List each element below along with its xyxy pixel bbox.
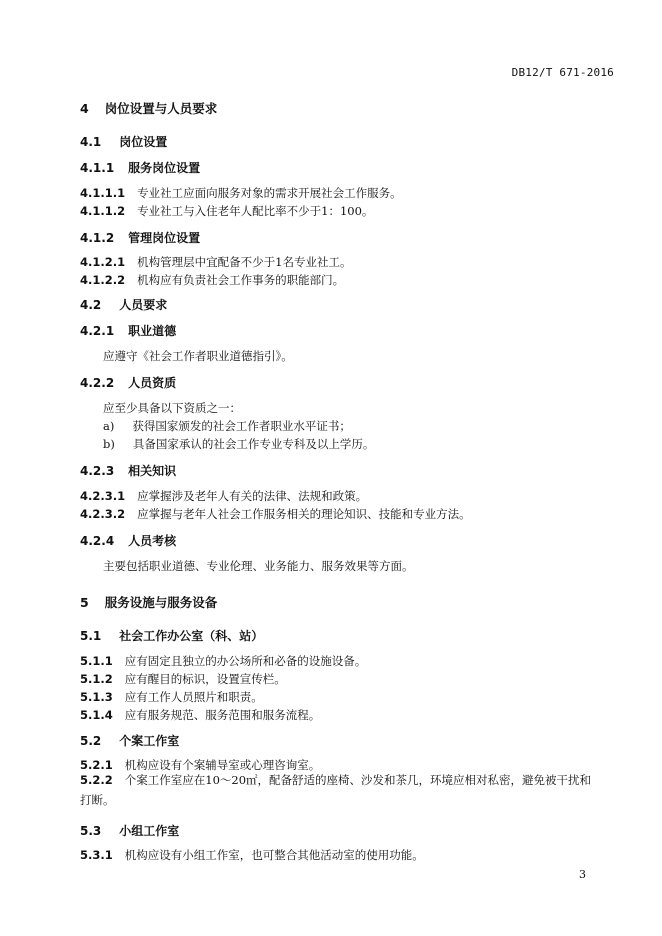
- clause-5-1-3: [80, 689, 263, 705]
- clause-5-1-4: [80, 707, 320, 723]
- section-heading-5-1: [80, 627, 263, 644]
- section-title: 人员资质: [128, 376, 177, 390]
- clause-text: 应有醒目的标识，设置宣传栏。: [124, 672, 286, 686]
- clause-5-2-2: [80, 770, 598, 810]
- clause-text: 应有服务规范、服务范围和服务流程。: [124, 708, 321, 722]
- section-heading-4-2-4: [80, 532, 176, 549]
- clause-number: 4.2.3.2: [80, 507, 126, 521]
- section-title: 人员考核: [128, 534, 177, 548]
- clause-number: 5.3.1: [80, 848, 113, 862]
- section-number: 4.2.4: [80, 534, 115, 548]
- section-heading-4: [80, 99, 217, 117]
- section-heading-4-2: [80, 296, 167, 313]
- list-text: 具备国家承认的社会工作专业专科及以上学历。: [132, 437, 375, 451]
- section-heading-5: [80, 593, 217, 611]
- clause-text: 个案工作室应在10～20㎡，配备舒适的座椅、沙发和茶几，环境应相对私密，避免被干扰和打断。: [80, 773, 592, 807]
- clause-number: 5.2.1: [80, 758, 113, 772]
- clause-5-1-2: [80, 671, 286, 687]
- clause-5-3-1: [80, 847, 424, 863]
- clause-number: 5.1.4: [80, 708, 113, 722]
- list-item-a: [103, 418, 351, 434]
- section-title: 相关知识: [128, 464, 177, 478]
- section-number: 5: [80, 595, 89, 610]
- clause-4-1-2-2: [80, 272, 344, 288]
- clause-text: 机构应设有个案辅导室或心理咨询室。: [124, 758, 321, 772]
- clause-number: 4.1.2.2: [80, 273, 126, 287]
- section-title: 小组工作室: [119, 824, 180, 838]
- paragraph-4-2-1: 应遵守《社会工作者职业道德指引》。: [103, 349, 293, 363]
- section-title: 职业道德: [128, 324, 177, 338]
- clause-text: 应掌握与老年人社会工作服务相关的理论知识、技能和专业方法。: [137, 507, 471, 521]
- section-title: 岗位设置与人员要求: [104, 101, 218, 116]
- list-item-b: [103, 436, 374, 452]
- section-heading-4-1-1: [80, 159, 200, 176]
- clause-text: 应有固定且独立的办公场所和必备的设施设备。: [124, 654, 367, 668]
- clause-text: 应有工作人员照片和职责。: [124, 690, 263, 704]
- section-heading-4-1: [80, 133, 167, 150]
- section-number: 4.1.2: [80, 231, 115, 245]
- section-title: 服务岗位设置: [128, 161, 201, 175]
- document-number: DB12/T 671-2016: [511, 66, 614, 79]
- clause-number: 5.2.2: [80, 773, 113, 787]
- section-heading-4-2-2: [80, 374, 176, 391]
- section-number: 4.2: [80, 298, 102, 312]
- clause-number: 5.1.2: [80, 672, 113, 686]
- clause-4-2-3-1: [80, 488, 367, 504]
- clause-number: 5.1.1: [80, 654, 113, 668]
- clause-text: 专业社工与入住老年人配比率不少于1：100。: [137, 204, 374, 218]
- section-heading-4-2-3: [80, 462, 176, 479]
- section-title: 服务设施与服务设备: [104, 595, 218, 610]
- clause-number: 4.1.1.1: [80, 186, 126, 200]
- clause-5-1-1: [80, 653, 366, 669]
- section-heading-4-2-1: [80, 322, 176, 339]
- section-number: 5.1: [80, 629, 102, 643]
- list-marker: b): [103, 437, 115, 451]
- section-title: 人员要求: [119, 298, 168, 312]
- clause-number: 4.1.2.1: [80, 255, 126, 269]
- section-number: 5.2: [80, 734, 102, 748]
- section-title: 个案工作室: [119, 734, 180, 748]
- section-number: 4.2.3: [80, 464, 115, 478]
- list-marker: a): [103, 419, 115, 433]
- section-number: 5.3: [80, 824, 102, 838]
- clause-4-1-1-2: [80, 203, 373, 219]
- clause-text: 机构管理层中宜配备不少于1名专业社工。: [137, 255, 352, 269]
- section-number: 4.1: [80, 135, 102, 149]
- section-number: 4.2.1: [80, 324, 115, 338]
- clause-number: 4.2.3.1: [80, 489, 126, 503]
- section-heading-5-3: [80, 822, 179, 839]
- clause-text: 专业社工应面向服务对象的需求开展社会工作服务。: [137, 186, 402, 200]
- page-number: 3: [579, 868, 586, 881]
- clause-4-1-2-1: [80, 254, 351, 270]
- section-heading-5-2: [80, 732, 179, 749]
- clause-4-1-1-1: [80, 185, 402, 201]
- clause-number: 5.1.3: [80, 690, 113, 704]
- clause-text: 机构应设有小组工作室，也可整合其他活动室的使用功能。: [124, 848, 424, 862]
- section-title: 管理岗位设置: [128, 231, 201, 245]
- section-title: 社会工作办公室（科、站）: [119, 629, 264, 643]
- section-number: 4.2.2: [80, 376, 115, 390]
- section-number: 4.1.1: [80, 161, 115, 175]
- clause-4-2-3-2: [80, 506, 471, 522]
- paragraph-4-2-2: 应至少具备以下资质之一：: [103, 401, 241, 415]
- list-text: 获得国家颁发的社会工作者职业水平证书；: [132, 419, 351, 433]
- section-heading-4-1-2: [80, 229, 200, 246]
- clause-text: 应掌握涉及老年人有关的法律、法规和政策。: [137, 489, 368, 503]
- section-title: 岗位设置: [119, 135, 168, 149]
- paragraph-4-2-4: 主要包括职业道德、专业伦理、业务能力、服务效果等方面。: [103, 559, 414, 573]
- clause-number: 4.1.1.2: [80, 204, 126, 218]
- section-number: 4: [80, 101, 89, 116]
- clause-text: 机构应有负责社会工作事务的职能部门。: [137, 273, 345, 287]
